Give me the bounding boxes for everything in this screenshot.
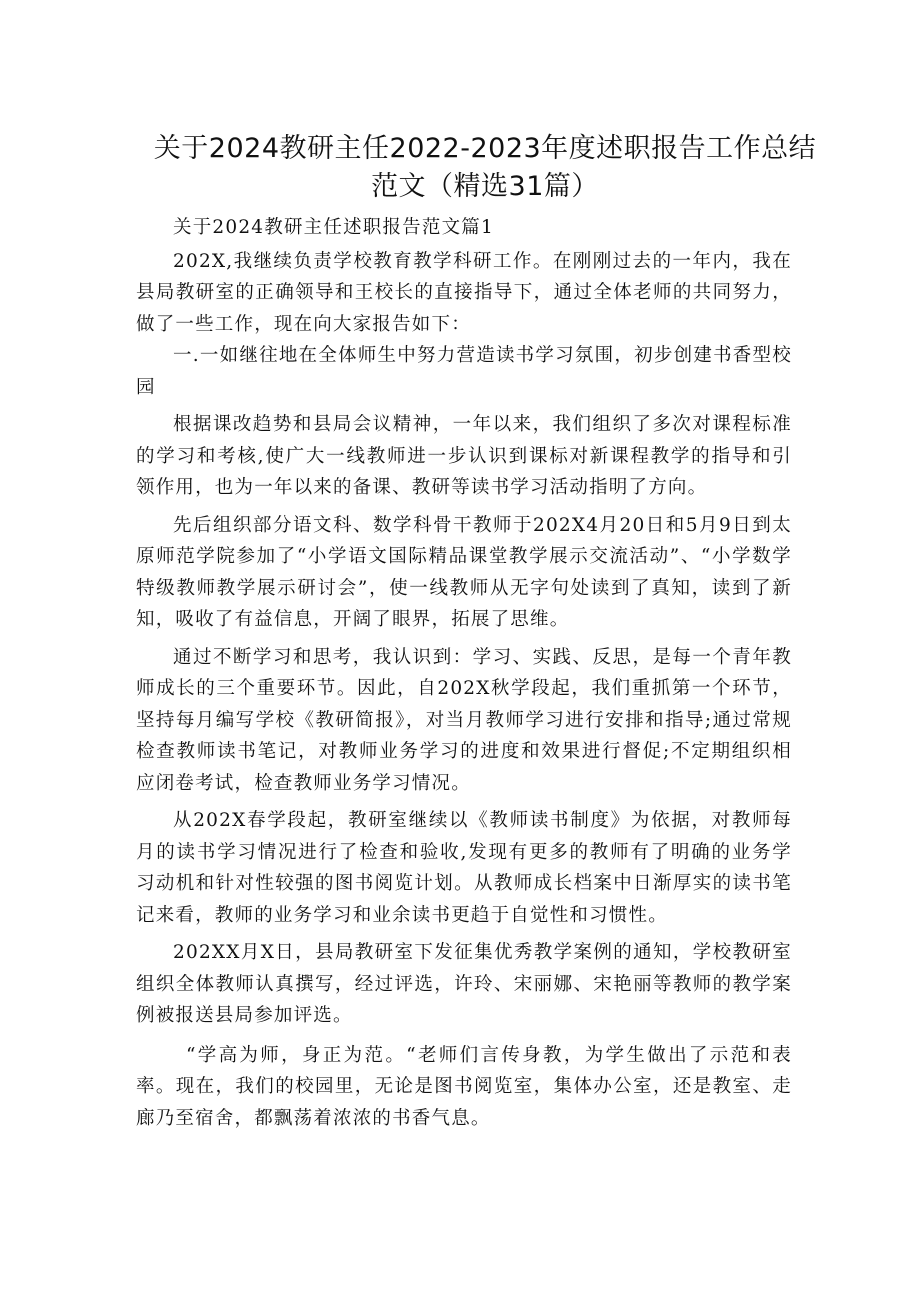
section-heading: 关于2024教研主任述职报告范文篇1 xyxy=(173,217,494,238)
paragraph-campus-atmosphere: “学高为师，身正为范。“老师们言传身教，为学生做出了示范和表率。现在，我们的校园里，无论是图书阅览室，集体办公室，还是教室、走廊乃至宿舍，都飘荡着浓浓的书香气息。 xyxy=(136,1044,792,1129)
paragraph-point-one: 一.一如继往地在全体师生中努力营造读书学习氛围，初步创建书香型校园 xyxy=(136,345,792,398)
paragraph-intro: 202X,我继续负责学校教育教学科研工作。在刚刚过去的一年内，我在县局教研室的正确领导和王校长的直接指导下，通过全体老师的共同努力，做了一些工作，现在向大家报告如下： xyxy=(136,250,792,335)
paragraph-reflection: 通过不断学习和思考，我认识到：学习、实践、反思，是每一个青年教师成长的三个重要环节。因此，自202X秋学段起，我们重抓第一个环节，坚持每月编写学校《教研简报》，对当月教师学习进行安排和指导;通过常规检查教师读书笔记，对教师业务学习的进度和效果进行督促;不定期组织相应闭卷考试，检查教师业务学习情况。 xyxy=(136,646,792,794)
paragraph-curriculum: 根据课改趋势和县局会议精神，一年以来，我们组织了多次对课程标准的学习和考核,使广大一线教师进一步认识到课标对新课程教学的指导和引领作用，也为一年以来的备课、教研等读书学习活动指明了方向。 xyxy=(136,414,792,498)
document-title-line-2: 范文（精选31篇） xyxy=(371,171,599,203)
paragraph-reading-system: 从202X春学段起，教研室继续以《教师读书制度》为依据，对教师每月的读书学习情况进行了检查和验收,发现有更多的教师有了明确的业务学习动机和针对性较强的图书阅览计划。从教师成长档案中日渐厚实的读书笔记来看，教师的业务学习和业余读书更趋于自觉性和习惯性。 xyxy=(136,810,792,926)
document-title xyxy=(120,130,850,206)
paragraph-case-collection: 202XX月X日，县局教研室下发征集优秀教学案例的通知，学校教研室组织全体教师认真撰写，经过评选，许玲、宋丽娜、宋艳丽等教师的教学案例被报送县局参加评选。 xyxy=(136,942,792,1026)
paragraph-training: 先后组织部分语文科、数学科骨干教师于202X4月20日和5月9日到太原师范学院参加了“小学语文国际精品课堂教学展示交流活动”、“小学数学特级教师教学展示研讨会”，使一线教师从无字句处读到了真知，读到了新知，吸收了有益信息，开阔了眼界，拓展了思维。 xyxy=(136,514,792,630)
document-body xyxy=(136,212,792,1134)
document-title-line-1: 关于2024教研主任2022-2023年度述职报告工作总结 xyxy=(153,133,817,165)
